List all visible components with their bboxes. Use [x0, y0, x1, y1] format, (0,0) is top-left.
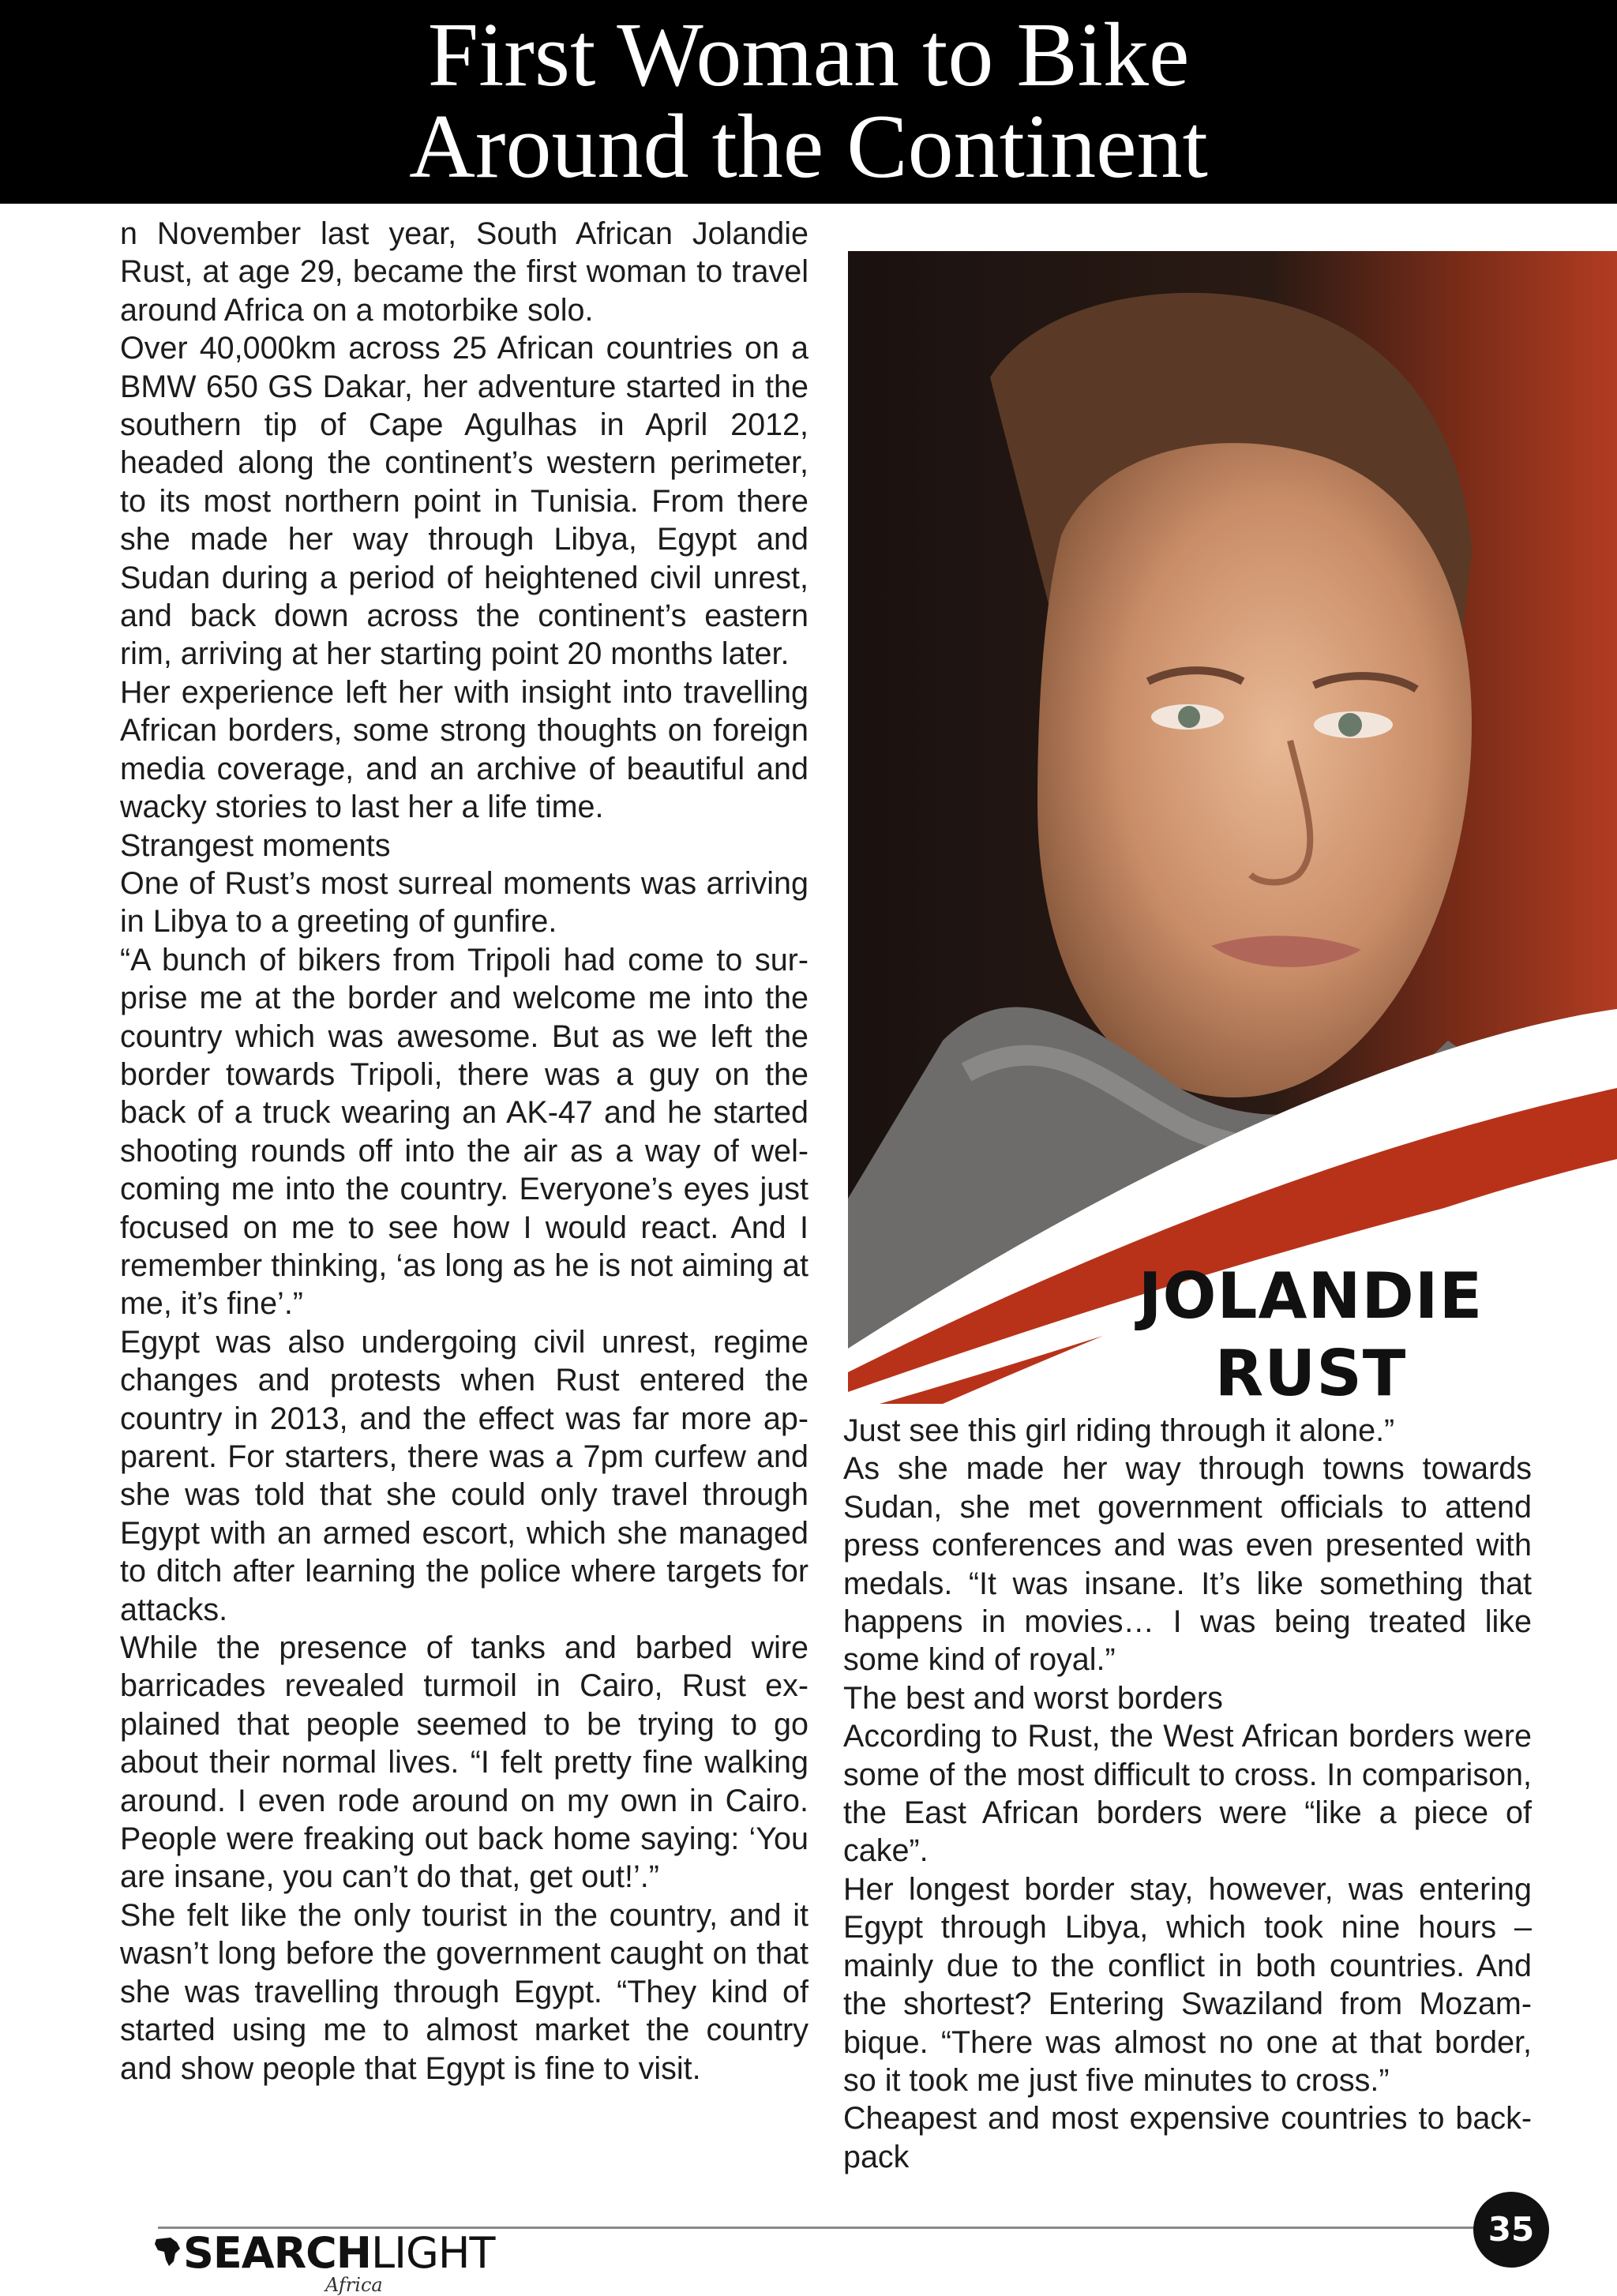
- paragraph: While the presence of tanks and barbed wire barricades revealed turmoil in Cairo, Rust explained that people seemed to be trying to go about their normal lives. “I felt pretty fine walking around. I even rode around on my own in Cairo. People were freaking out back home saying: ‘You are insane, you can’t do that, get out!’.”: [120, 1630, 808, 1895]
- subject-name-first: JOLANDIE: [1138, 1259, 1484, 1333]
- page-number-badge: 35: [1473, 2192, 1549, 2268]
- paragraph: Over 40,000km across 25 African countries on a BMW 650 GS Dakar, her adventure started in the southern tip of Cape Agulhas in April 2012, headed along the continent’s western perimeter, to its most northern point in Tunisia. From there she made her way through Libya, Egypt and Sudan during a period of heightened civil unrest, and back down across the continent’s eastern rim, arriving at her starting point 20 months later.: [120, 331, 808, 672]
- title-bar: [0, 0, 1617, 204]
- article-title-line-1: First Woman to Bike: [427, 5, 1190, 106]
- paragraph: She felt like the only tourist in the country, and it wasn’t long before the government caught on that she was travelling through Egypt. “They kind of started using me to almost market the country and show people that Egypt is fine to visit.: [120, 1897, 808, 2086]
- article-title-line-2: Around the Continent: [409, 96, 1208, 197]
- subject-name-last: RUST: [1214, 1337, 1407, 1410]
- right-column: [843, 1412, 1532, 2176]
- paragraph-intro: n November last year, South African Jolandie Rust, at age 29, became the first woman to travel around Africa on a motorbike solo.: [120, 216, 808, 328]
- paragraph-quote: “A bunch of bikers from Tripoli had come to surprise me at the border and welcome me into the country which was awesome. But as we left the border towards Tripoli, there was a guy on the back of a truck wearing an AK-47 and he started shooting rounds off into the air as a way of welcoming me into the country. Everyone’s eyes just focused on me to see how I would react. And I remember thinking, ‘as long as he is not aiming at me, it’s fine’.”: [120, 942, 808, 1322]
- portrait-photo: [848, 251, 1617, 1404]
- paragraph: One of Rust’s most surreal moments was arriving in Libya to a greeting of gunfire.: [120, 865, 808, 940]
- africa-map-icon: [153, 2236, 182, 2272]
- left-column: [120, 215, 808, 2088]
- paragraph: According to Rust, the West African borders were some of the most difficult to cross. In comparison, the East African borders were “like a piece of cake”.: [843, 1719, 1532, 1869]
- paragraph-quote-end: Just see this girl riding through it alone.”: [843, 1413, 1395, 1448]
- paragraph: Her longest border stay, however, was entering Egypt through Libya, which took nine hours – mainly due to the conflict in both countries. And the shortest? Entering Swaziland from Mozambique. “There was almost no one at that border, so it took me just five minutes to cross.”: [843, 1871, 1532, 2098]
- subheading-strangest-moments: Strangest moments: [120, 827, 391, 863]
- brand-subtitle: Africa: [325, 2274, 383, 2296]
- brand-wordmark: [183, 2228, 495, 2278]
- brand-wordmark-light: LIGHT: [370, 2228, 495, 2278]
- subheading-borders: The best and worst borders: [843, 1680, 1223, 1716]
- paragraph: Her experience left her with insight into travelling African borders, some strong thoughts on foreign media coverage, and an archive of beautiful and wacky stories to last her a life time.: [120, 674, 808, 825]
- subheading-countries: Cheapest and most expensive countries to backpack: [843, 2101, 1532, 2174]
- paragraph: Egypt was also undergoing civil unrest, regime changes and protests when Rust entered the country in 2013, and the effect was far more apparent. For starters, there was a 7pm curfew and she was told that she could only travel through Egypt with an armed escort, which she managed to ditch after learning the police where targets for attacks.: [120, 1324, 808, 1627]
- brand-wordmark-bold: SEARCH: [183, 2228, 371, 2278]
- paragraph: As she made her way through towns towards Sudan, she met government officials to attend press conferences and was even presented with medals. “It was insane. It’s like something that happens in movies… I was being treated like some kind of royal.”: [843, 1451, 1532, 1678]
